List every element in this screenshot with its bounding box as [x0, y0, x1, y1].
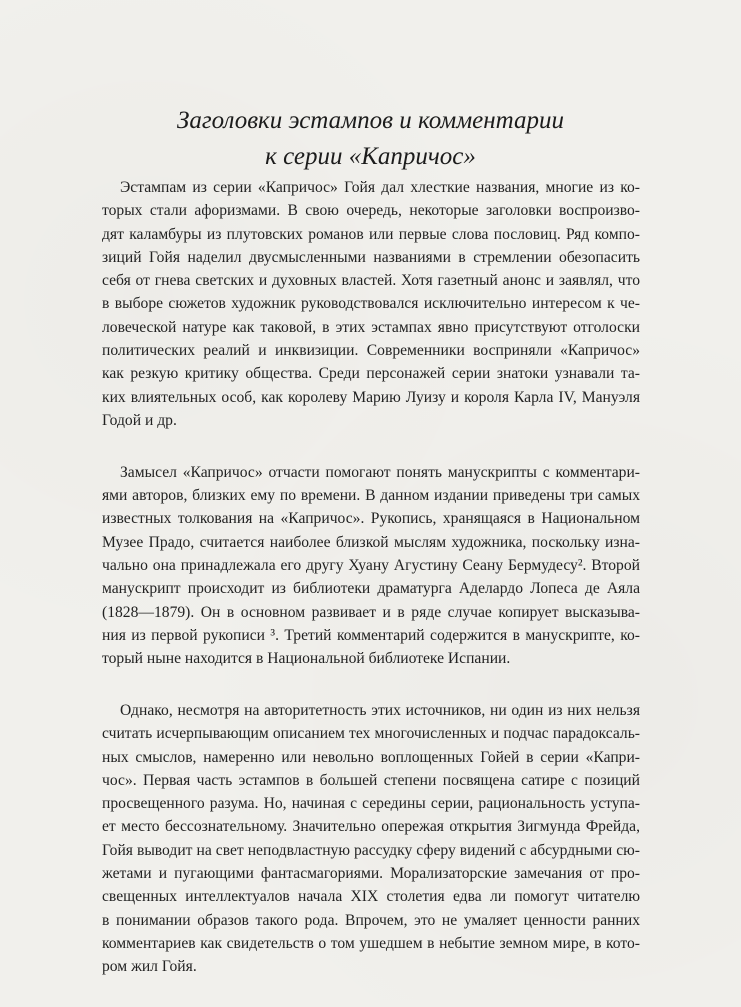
title-line-2: к серии «Капричос»	[265, 143, 476, 170]
text-line: ром жил Гойя.	[102, 958, 197, 976]
title-line-1: Заголовки эстампов и комментарии	[176, 107, 565, 134]
text-line: в выборе сюжетов художник руководствовался исключительно интересом к че-	[102, 295, 640, 313]
text-line: Замысел «Капричос» отчасти помогают понять манускрипты с комментари-	[120, 463, 640, 481]
text-line: как резкую критику общества. Среди персонажей серии знатоки узнавали та-	[102, 365, 640, 383]
text-line: (1828—1879). Он в основном развивает и в ряде случае копирует высказыва-	[102, 603, 640, 621]
text-line: торых стали афоризмами. В свою очередь, некоторые заголовки воспроизво-	[102, 202, 640, 220]
text-line: чально она принадлежала его другу Хуану Агустину Сеану Бермудесу². Второй	[102, 556, 640, 574]
paragraph-2	[102, 461, 640, 671]
text-line: жетами и пугающими фантасмагориями. Морализаторские замечания от про-	[102, 865, 640, 883]
text-line: комментариев как свидетельств о том ушедшем в небытие земном мире, в кото-	[102, 934, 640, 952]
text-line: Эстампам из серии «Капричос» Гойя дал хлесткие названия, многие из ко-	[120, 179, 640, 196]
text-line: дят каламбуры из плутовских романов или первые слова пословиц. Ряд компо-	[102, 225, 640, 243]
text-line: свещенных интеллектуалов начала XIX столетия едва ли помогут читателю	[102, 888, 640, 906]
text-line: торый ныне находится в Национальной библиотеке Испании.	[102, 650, 511, 668]
text-line: ных смыслов, намеренно или невольно воплощенных Гойей в серии «Капри-	[102, 748, 640, 766]
text-line: Музее Прадо, считается наиболее близкой мыслям художника, поскольку изна-	[102, 533, 640, 551]
text-line: считать исчерпывающим описанием тех многочисленных и подчас парадоксаль-	[102, 725, 640, 743]
paragraph-1	[102, 176, 640, 432]
text-line: манускрипт происходит из библиотеки драматурга Аделардо Лопеса де Аяла	[102, 580, 640, 598]
text-line: ет место бессознательному. Значительно опережая открытия Зигмунда Фрейда,	[102, 818, 640, 836]
text-line: ями авторов, близких ему по времени. В данном издании приведены три самых	[102, 487, 640, 505]
text-line: Гойя выводит на свет неподвластную рассудку сферу видений с абсурдными сю-	[102, 841, 640, 859]
text-line: Однако, несмотря на авторитетность этих источников, ни один из них нельзя	[120, 701, 640, 719]
page-title	[0, 103, 741, 175]
text-line: ких влиятельных особ, как королеву Марию Луизу и короля Карла IV, Мануэля	[102, 388, 640, 406]
text-line: зиций Гойя наделил двусмысленными названиями в стремлении обезопасить	[102, 248, 640, 266]
paragraph-3	[102, 699, 640, 979]
text-line: себя от гнева светских и духовных властей. Хотя газетный анонс и заявлял, что	[102, 272, 640, 290]
text-line: Годой и др.	[102, 411, 177, 429]
text-line: просвещенного разума. Но, начиная с середины серии, рациональность уступа-	[102, 795, 640, 813]
text-line: известных толкования на «Капричос». Рукопись, хранящаяся в Национальном	[102, 510, 640, 528]
text-line: чос». Первая часть эстампов в большей степени посвящена сатире с позиций	[102, 771, 640, 789]
text-line: ловеческой натуре как таковой, в этих эстампах явно присутствуют отголоски	[102, 318, 640, 336]
text-line: политических реалий и инквизиции. Современники восприняли «Капричос»	[102, 342, 640, 360]
body-text	[102, 176, 640, 1007]
text-line: ния из первой рукописи ³. Третий комментарий содержится в манускрипте, ко-	[102, 626, 640, 644]
text-line: в понимании образов такого рода. Впрочем, это не умаляет ценности ранних	[102, 911, 640, 929]
